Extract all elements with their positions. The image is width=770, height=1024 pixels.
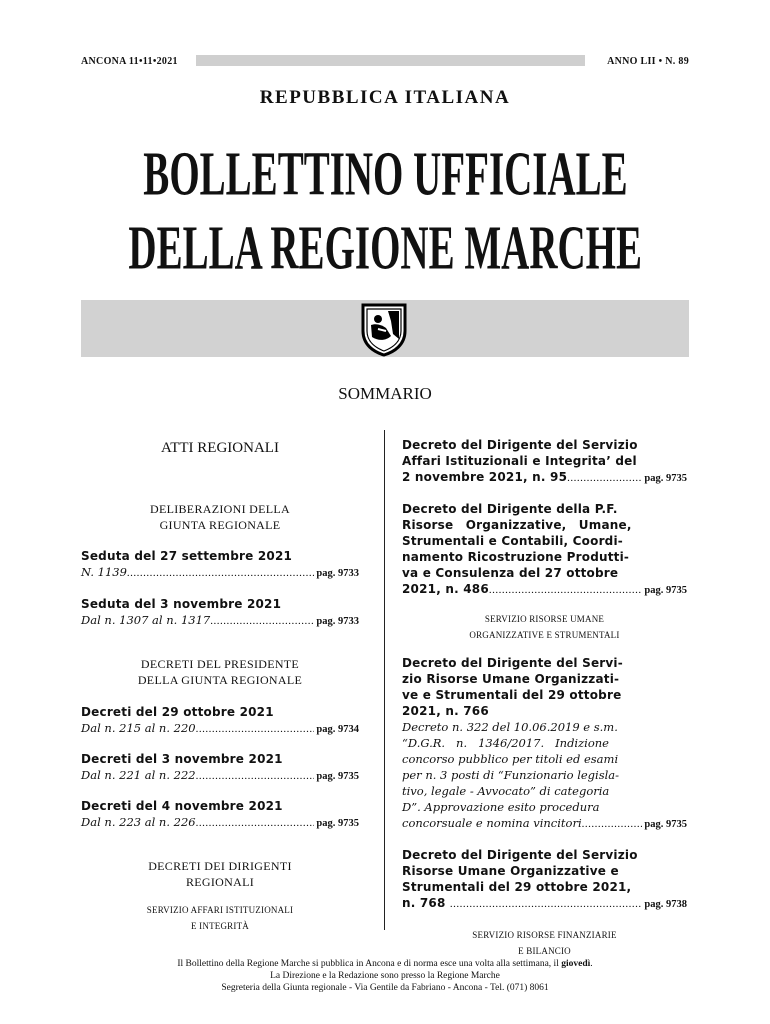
page-ref: pag. 9734 bbox=[316, 724, 359, 735]
entry-heading: Seduta del 3 novembre 2021 bbox=[81, 597, 282, 611]
masthead-title-line1: BOLLETTINO UFFICIALE bbox=[142, 138, 628, 208]
entry-heading: Decreti del 4 novembre 2021 bbox=[81, 799, 283, 813]
entry-heading: Decreti del 3 novembre 2021 bbox=[81, 752, 283, 766]
page-ref: pag. 9735 bbox=[316, 818, 359, 829]
toc-entry[interactable]: Decreto del Dirigente del Servizio Affari Istituzionali e Integrita’ del 2 novembre 2021, n. 95 ..... pag. 9735 bbox=[402, 437, 687, 487]
footer-line3: Segreteria della Giunta regionale - Via Gentile da Fabriano - Ancona - Tel. (071) 8061 bbox=[221, 983, 549, 993]
toc-entry[interactable]: Dal n. 221 al n. 222 ..... pag. 9735 bbox=[81, 767, 359, 785]
page-ref: pag. 9733 bbox=[316, 616, 359, 627]
footer bbox=[0, 958, 770, 994]
toc-entry[interactable]: Dal n. 223 al n. 226 ..... pag. 9735 bbox=[81, 814, 359, 832]
service-title: SERVIZIO RISORSE FINANZIARIE E BILANCIO bbox=[472, 930, 617, 956]
entry-heading: Seduta del 27 settembre 2021 bbox=[81, 549, 293, 563]
page-ref: pag. 9735 bbox=[644, 819, 687, 830]
footer-line2: La Direzione e la Redazione sono presso la Regione Marche bbox=[270, 971, 500, 981]
left-column bbox=[81, 440, 359, 934]
column-divider bbox=[384, 430, 385, 930]
section-title-atti-regionali: ATTI REGIONALI bbox=[161, 440, 279, 456]
masthead-title-line2: DELLA REGIONE MARCHE bbox=[128, 212, 642, 282]
issue-number: ANNO LII • N. 89 bbox=[607, 56, 689, 67]
page-ref: pag. 9738 bbox=[644, 899, 687, 910]
footer-line1: Il Bollettino della Regione Marche si pubblica in Ancona e di norma esce una volta alla settimana, il giovedì. bbox=[177, 959, 593, 969]
toc-entry[interactable]: N. 1139 ..... pag. 9733 bbox=[81, 564, 359, 582]
page-ref: pag. 9735 bbox=[316, 771, 359, 782]
page-ref: pag. 9733 bbox=[316, 568, 359, 579]
service-title: SERVIZIO RISORSE UMANE ORGANIZZATIVE E STRUMENTALI bbox=[469, 614, 620, 640]
issue-date: ANCONA 11•11•2021 bbox=[81, 56, 178, 67]
group-title: DECRETI DEL PRESIDENTE DELLA GIUNTA REGIONALE bbox=[137, 657, 303, 687]
group-title: DELIBERAZIONI DELLA GIUNTA REGIONALE bbox=[149, 502, 290, 532]
page-ref: pag. 9735 bbox=[644, 473, 687, 484]
sommario-heading: SOMMARIO bbox=[338, 384, 432, 403]
service-title: SERVIZIO AFFARI ISTITUZIONALI E INTEGRITÀ bbox=[146, 905, 294, 931]
toc-entry[interactable]: Decreto del Dirigente della P.F. Risorse Organizzative, Umane, Strumentali e Contabili, Coordi- namento Ricostruzione Produtti- va e Consulenza del 27 ottobre 2021, n. 486 ..... pag. 9735 bbox=[402, 501, 687, 599]
republic-heading: REPUBBLICA ITALIANA bbox=[259, 87, 511, 108]
header-bar bbox=[196, 55, 585, 66]
toc-entry[interactable]: Dal n. 1307 al n. 1317 ..... pag. 9733 bbox=[81, 612, 359, 630]
toc-entry[interactable]: Decreto del Dirigente del Servi- zio Risorse Umane Organizzati- ve e Strumentali del 29 ottobre 2021, n. 766 Decreto n. 322 del 10.06.2019 e s.m. “D.G.R. n. 1346/2017. Indizione concorso pubblico per titoli ed esami per n. 3 posti di “Funzionario legisla- tivo, legale - Avvocato” di categoria D”. Approvazione esito procedura concorsuale e nomina vincitori ..... pag. 9735 bbox=[402, 655, 687, 833]
entry-heading: Decreti del 29 ottobre 2021 bbox=[81, 705, 274, 719]
page-ref: pag. 9735 bbox=[644, 585, 687, 596]
toc-entry[interactable]: Dal n. 215 al n. 220 ..... pag. 9734 bbox=[81, 720, 359, 738]
toc-entry[interactable]: Decreto del Dirigente del Servizio Risorse Umane Organizzative e Strumentali del 29 ottobre 2021, n. 768 ..... pag. 9738 bbox=[402, 847, 687, 913]
right-column bbox=[402, 437, 687, 959]
group-title: DECRETI DEI DIRIGENTI REGIONALI bbox=[148, 859, 292, 889]
regione-marche-emblem-icon bbox=[358, 301, 410, 357]
